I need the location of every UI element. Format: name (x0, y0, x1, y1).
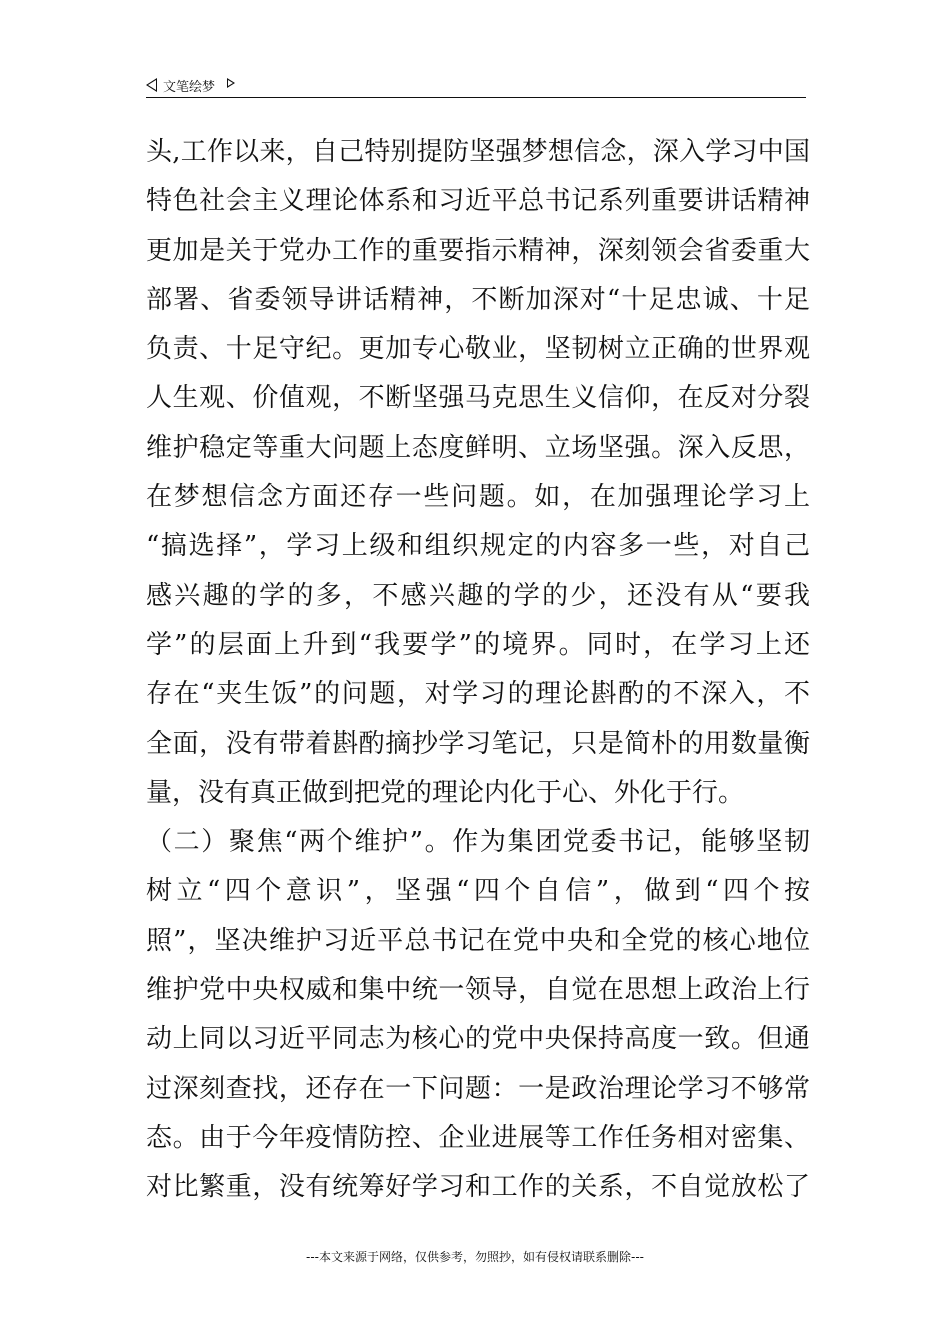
header-divider (146, 97, 806, 98)
text-line: 特色社会主义理论体系和习近平总书记系列重要讲话精神 (146, 186, 810, 217)
text-line: 全面，没有带着斟酌摘抄学习笔记，只是简朴的用数量衡 (146, 728, 810, 759)
text-line: 动上同以习近平同志为核心的党中央保持高度一致。但通 (146, 1024, 810, 1055)
text-line: 树立“四个意识”，坚强“四个自信”，做到“四个按 (146, 876, 810, 907)
page-header (146, 74, 806, 96)
document-body (146, 128, 810, 1213)
text-line: 对比繁重，没有统筹好学习和工作的关系，不自觉放松了 (146, 1172, 810, 1203)
text-line: 维护稳定等重大问题上态度鲜明、立场坚强。深入反思， (146, 432, 810, 463)
text-line: 维护党中央权威和集中统一领导，自觉在思想上政治上行 (146, 975, 810, 1006)
text-line: 照”，坚决维护习近平总书记在党中央和全党的核心地位 (146, 925, 810, 956)
text-line: 人生观、价值观，不断坚强马克思生义信仰，在反对分裂 (146, 383, 810, 414)
text-line: 部署、省委领导讲话精神，不断加深对“十足忠诚、十足 (146, 284, 810, 315)
triangle-left-icon (146, 78, 157, 92)
text-line: 在梦想信念方面还存一些问题。如，在加强理论学习上 (146, 482, 810, 513)
header-title: 文笔绘梦 (163, 79, 216, 95)
text-line: 感兴趣的学的多，不感兴趣的学的少，还没有从“要我 (146, 580, 810, 611)
text-line: 负责、十足守纪。更加专心敬业，坚韧树立正确的世界观 (146, 334, 810, 365)
text-line: 态。由于今年疫情防控、企业进展等工作任务相对密集、 (146, 1122, 810, 1153)
text-line: 量，没有真正做到把党的理论内化于心、外化于行。 (146, 777, 745, 808)
text-line: “搞选择”，学习上级和组织规定的内容多一些，对自己 (146, 531, 810, 562)
text-line: （二）聚焦“两个维护”。作为集团党委书记，能够坚韧 (146, 827, 810, 858)
text-line: 头,工作以来，自己特别提防坚强梦想信念，深入学习中国 (146, 137, 810, 167)
page-footer: ---本文来源于网络，仅供参考，勿照抄，如有侵权请联系删除--- (306, 1250, 644, 1264)
text-line: 更加是关于党办工作的重要指示精神，深刻领会省委重大 (146, 235, 810, 266)
text-line: 存在“夹生饭”的问题，对学习的理论斟酌的不深入，不 (146, 679, 810, 710)
text-line: 过深刻查找，还存在一下问题：一是政治理论学习不够常 (146, 1073, 810, 1104)
triangle-right-icon (227, 78, 235, 88)
text-line: 学”的层面上升到“我要学”的境界。同时，在学习上还 (146, 629, 810, 660)
